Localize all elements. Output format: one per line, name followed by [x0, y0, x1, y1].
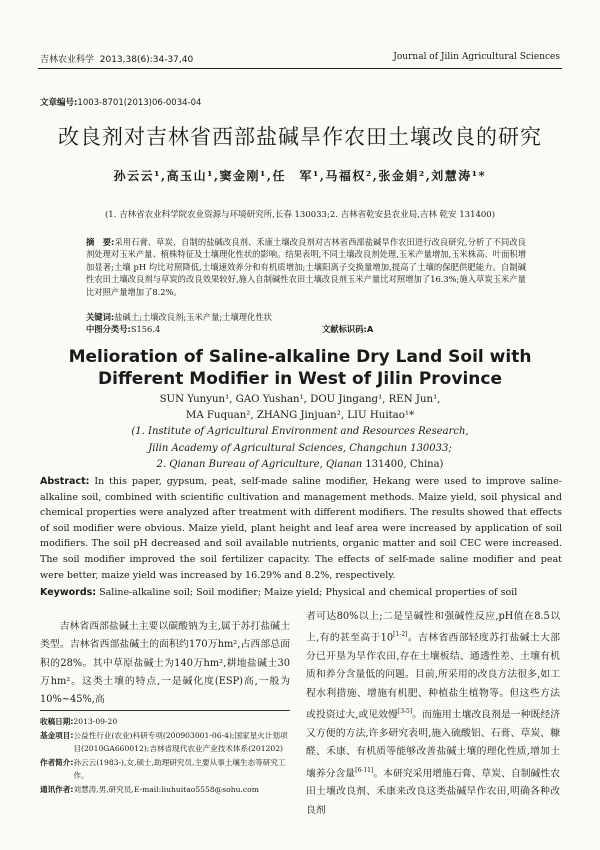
- citation-ref: [3-5]: [397, 708, 413, 716]
- body-right-lead: 者可达80%以上;二是呈碱性和强碱性反应,pH值在8.5以上,有的甚至高于10: [306, 611, 560, 644]
- running-head: [40, 52, 560, 65]
- doc-code-value: A: [366, 324, 374, 334]
- abstract-en-label: Abstract:: [40, 476, 90, 487]
- citation-ref: [1-2]: [393, 631, 408, 639]
- footnote-received: [40, 715, 290, 729]
- abstract-en-text: In this paper, gypsum, peat, self-made saline modifier, Hekang were used to improve saline-alkaline soil, combined with scientific cultivation and management methods. Maize yield, soil physical and chemical properties were analyzed after treatment with different modifiers. The results showed that effects of soil modifier were obvious. Maize yield, plant height and leaf area were increased by application of soil modifiers. The soil pH decreased and soil available nutrients, organic matter and soil CEC were increased. The soil modifier improved the soil fertilizer capacity. The effects of self-made saline modifier and peat were better, maize yield was increased by 16.29% and 8.2%, respectively.: [40, 476, 562, 581]
- footnote-label: 通讯作者:: [40, 784, 74, 794]
- footnote-text: 公益性行业(农业)科研专项(200903001-06-4);国家星火计划项目(2010GA660012);吉林省现代农业产业技术体系(201202): [73, 730, 288, 754]
- body-right-text1: 。吉林省西部轻度苏打盐碱土大部分已开垦为旱作农田,存在土壤板结、通透性差、土壤有机质和养分含量低的问题。目前,所采用的改良方法很多,如工程水利措施、增施有机肥、种植盐生植物等。但这些方法或投资过大,或见效慢: [306, 632, 561, 721]
- keywords-cn-label: 关键词:: [86, 312, 115, 322]
- body-right-text3: 。本研究采用增施石膏、草炭、自制碱性农田土壤改良剂、禾康来改良这类盐碱旱作农田,明确各种改良剂: [306, 768, 561, 816]
- document-code: [322, 323, 373, 335]
- affiliation-en-line3-tail: 131400, China): [362, 459, 444, 470]
- article-number-value: 1003-8701(2013)06-0034-04: [77, 98, 202, 108]
- affiliation-cn: (1. 吉林省农业科学院农业资源与环境研究所,长春 130033;2. 吉林省乾安县农业局,吉林 乾安 131400): [104, 210, 496, 220]
- footnote-label: 收稿日期:: [40, 717, 74, 726]
- footnote-text: 孙云云(1983-),女,硕士,助理研究员,主要从事土壤生态等研究工作。: [73, 757, 286, 781]
- title-cn: 改良剂对吉林省西部盐碱旱作农田土壤改良的研究: [58, 125, 542, 149]
- body-right-column: [306, 608, 560, 820]
- citation-ref: [6-11]: [355, 766, 374, 774]
- abstract-en: [40, 474, 562, 583]
- authors-en-line1: SUN Yunyun¹, GAO Yushan¹, DOU Jingang¹, REN Jun¹,: [159, 394, 441, 405]
- abstract-cn: [86, 236, 526, 298]
- article-number: [40, 96, 201, 108]
- journal-name-cn: 吉林农业科学: [40, 55, 95, 65]
- title-en: [0, 346, 600, 390]
- abstract-cn-text: 采用石膏、草炭、自制的盐碱改良剂、禾康土壤改良剂对吉林省西部盐碱旱作农田进行改良研究,分析了不同改良剂处理对玉米产量、植株特征及土壤理化性状的影响。结果表明,不同土壤改良剂处理,玉米产量增加,玉米株高、叶面积增加显著;土壤 pH 均比对照降低,土壤速效养分和有机质增加;土壤阳离子交换量增加,提高了土壤的保肥供肥能力。自制碱性农田土壤改良剂与草炭的改良效果较好,施入自制碱性农田土壤改良剂玉米产量比对照增加了16.3%;施入草炭玉米产量比对照产量增加了8.2%。: [86, 237, 526, 297]
- abstract-cn-label: 摘 要:: [86, 237, 115, 247]
- keywords-en-label: Keywords:: [40, 587, 97, 598]
- footnote-label: 作者简介:: [40, 757, 74, 767]
- header-rule: [38, 68, 562, 69]
- article-number-label: 文章编号:: [40, 98, 78, 108]
- affiliation-en-line1: (1. Institute of Agricultural Environment and Resources Research,: [131, 426, 469, 437]
- footnote-rule: [40, 710, 290, 711]
- keywords-en-text: Saline-alkaline soil; Soil modifier; Maize yield; Physical and chemical properties of soil: [99, 587, 518, 598]
- journal-citation: [40, 52, 193, 65]
- footnote-funding: [40, 729, 290, 756]
- affiliation-en: [0, 424, 600, 474]
- citation: 2013,38(6):34-37,40: [99, 55, 194, 65]
- authors-cn: 孙云云¹,高玉山¹,窦金刚¹,任 军¹,马福权²,张金娟²,刘慧涛¹*: [113, 169, 487, 183]
- authors-en: [0, 392, 600, 424]
- title-en-line2: Different Modifier in West of Jilin Province: [98, 369, 502, 389]
- affiliation-en-line3: 2. Qianan Bureau of Agriculture, Qianan: [156, 459, 363, 470]
- body-right-text2: 。而施用土壤改良剂是一种既经济又方便的方法,许多研究表明,施入硫酸铝、石膏、草炭、糠醛、禾康、有机质等能够改善盐碱土壤的理化性质,增加土壤养分含量: [306, 709, 560, 780]
- journal-name-en: Journal of Jilin Agricultural Sciences: [393, 52, 560, 62]
- keywords-en: [40, 586, 562, 600]
- footnote-label: 基金项目:: [40, 730, 74, 740]
- body-left-column: 吉林省西部盐碱土主要以碳酸钠为主,属于苏打盐碱土类型。吉林省西部盐碱土的面积约170万hm²,占西部总面积的28%。其中草原盐碱土为140万hm²,耕地盐碱土30万hm²。这类土壤的特点,一是碱化度(ESP)高,一般为10%~45%,高: [40, 621, 290, 706]
- keywords-cn: [86, 311, 526, 323]
- footnote-text: 刘慧涛,男,研究员,E-mail:liuhuitao5558@sohu.com: [73, 784, 259, 794]
- classification-line: [86, 323, 526, 335]
- clc-value: S156.4: [130, 324, 161, 334]
- footnote-text: 2013-09-20: [73, 717, 118, 726]
- footnote-author-bio: [40, 756, 290, 783]
- affiliation-en-line2: Jilin Academy of Agricultural Sciences, Changchun 130033;: [148, 442, 452, 454]
- footnote-corresponding: [40, 783, 290, 797]
- authors-en-line2: MA Fuquan², ZHANG Jinjuan², LIU Huitao¹*: [185, 410, 415, 421]
- clc-label: 中图分类号:: [86, 324, 131, 334]
- doc-code-label: 文献标识码:: [322, 324, 367, 334]
- clc-code: [86, 323, 322, 335]
- title-en-line1: Melioration of Saline-alkaline Dry Land Soil with: [68, 347, 532, 367]
- keywords-cn-text: 盐碱土;土壤改良剂;玉米产量;土壤理化性状: [114, 312, 272, 322]
- footnotes: [40, 715, 290, 797]
